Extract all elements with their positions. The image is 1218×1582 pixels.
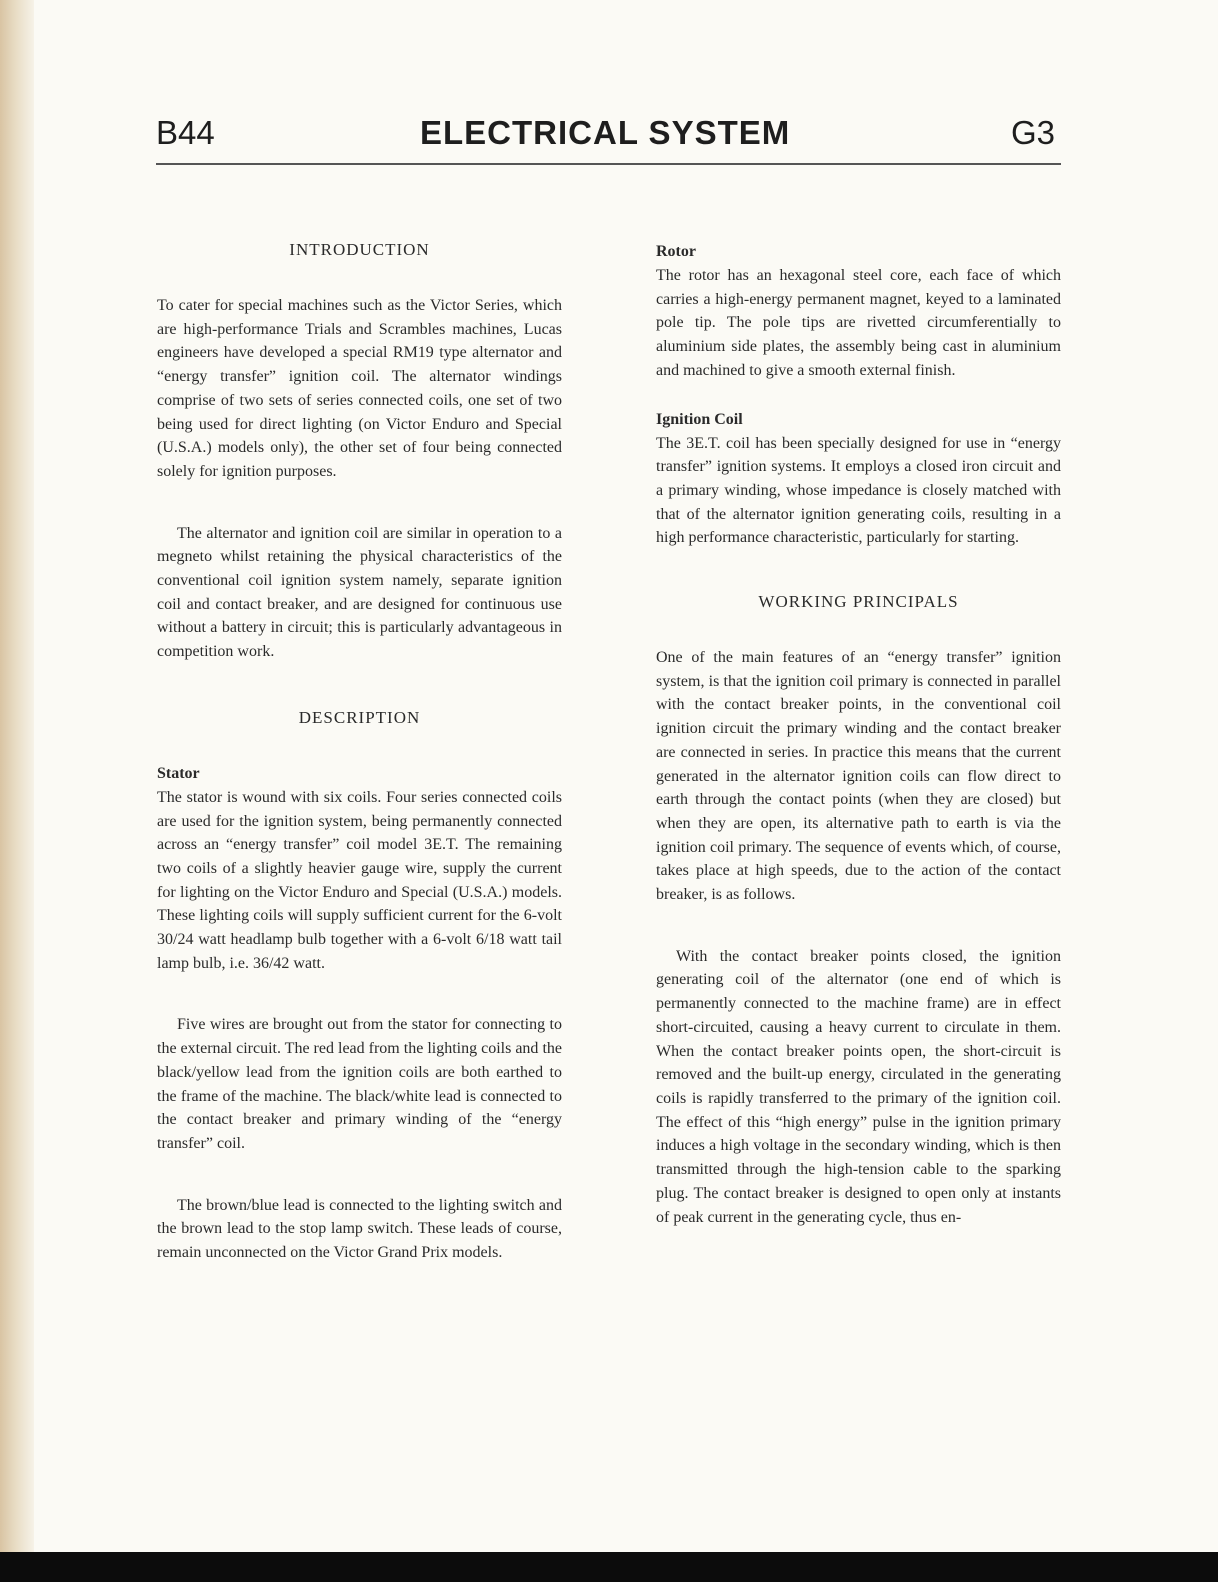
rotor-subheading: Rotor	[656, 243, 696, 260]
introduction-heading: INTRODUCTION	[289, 240, 430, 259]
scan-bottom-edge	[0, 1552, 1218, 1582]
stator-paragraph-1: The stator is wound with six coils. Four series connected coils are used for the ignition system, being permanently connected across an “energy transfer” coil model 3E.T. The remaining two coils of a slightly heavier gauge wire, supply the current for lighting on the Victor Enduro and Special (U.S.A.) models. These lighting coils will supply sufficient current for the 6-volt 30/24 watt headlamp bulb together with a 6-volt 6/18 watt tail lamp bulb, i.e. 36/42 watt.	[157, 788, 562, 972]
rotor-paragraph: The rotor has an hexagonal steel core, each face of which carries a high-energy permanent magnet, keyed to a laminated pole tip. The pole tips are rivetted circumferentially to aluminium side plates, the assembly being cast in aluminium and machined to give a smooth external finish.	[656, 267, 1061, 379]
page-title: ELECTRICAL SYSTEM	[420, 114, 791, 151]
ignition-coil-paragraph: The 3E.T. coil has been specially designed for use in “energy transfer” ignition systems. It employs a closed iron circuit and a primary winding, whose impedance is closely matched with that of the alternator ignition generating coils, resulting in a high performance characteristic, particularly for starting.	[656, 434, 1061, 547]
page-number: G3	[1011, 114, 1056, 151]
stator-paragraph-3: The brown/blue lead is connected to the lighting switch and the brown lead to the stop lamp switch. These leads of course, remain unconnected on the Victor Grand Prix models.	[157, 1196, 562, 1262]
stator-subheading: Stator	[157, 764, 200, 782]
section-code: B44	[156, 114, 215, 151]
stator-paragraph-2: Five wires are brought out from the stator for connecting to the external circuit. The red lead from the lighting coils and the black/yellow lead from the ignition coils are both earthed to the frame of the machine. The black/white lead is connected to the contact breaker and primary winding of the “energy transfer” coil.	[157, 1016, 562, 1152]
header-rule	[156, 163, 1061, 165]
working-principals-paragraph-1: One of the main features of an “energy transfer” ignition system, is that the ignition coil primary is connected in parallel with the contact breaker points, in the conventional coil ignition circuit the primary winding and the contact breaker are connected in series. In practice this means that the current generated in the alternator ignition coils can flow direct to earth through the contact points (when they are closed) but when they are open, its alternative path to earth is via the ignition coil primary. The sequence of events which, of course, takes place at high speeds, due to the action of the contact breaker, is as follows.	[656, 649, 1061, 904]
working-principals-heading: WORKING PRINCIPALS	[758, 592, 959, 612]
right-column	[656, 234, 1061, 1229]
introduction-paragraph-1: To cater for special machines such as the Victor Series, which are high-performance Trials and Scrambles machines, Lucas engineers have developed a special RM19 type alternator and “energy transfer” ignition coil. The alternator windings comprise of two sets of series connected coils, one set of two being used for direct lighting (on Victor Enduro and Special (U.S.A.) models only), the other set of four being connected solely for ignition purposes.	[157, 297, 562, 480]
page-binding-edge	[0, 0, 34, 1582]
page-header	[0, 114, 1218, 164]
left-column	[157, 234, 562, 1265]
ignition-coil-subheading: Ignition Coil	[656, 410, 743, 428]
introduction-paragraph-2: The alternator and ignition coil are similar in operation to a megneto whilst retaining the physical characteristics of the conventional coil ignition system namely, separate ignition coil and contact breaker, and are designed for continuous use without a battery in circuit; this is particularly advantageous in competition work.	[157, 524, 562, 661]
description-heading: DESCRIPTION	[298, 707, 421, 727]
working-principals-paragraph-2: With the contact breaker points closed, the ignition generating coil of the alternator (one end of which is permanently connected to the machine frame) are in effect short-circuited, causing a heavy current to circulate in them. When the contact breaker points open, the short-circuit is removed and the built-up energy, circulated in the generating coils is rapidly transferred to the primary of the ignition coil. The effect of this “high energy” pulse in the ignition primary induces a high voltage in the secondary winding, which is then transmitted through the high-tension cable to the sparking plug. The contact breaker is designed to open only at instants of peak current in the generating cycle, thus en-	[656, 947, 1061, 1226]
